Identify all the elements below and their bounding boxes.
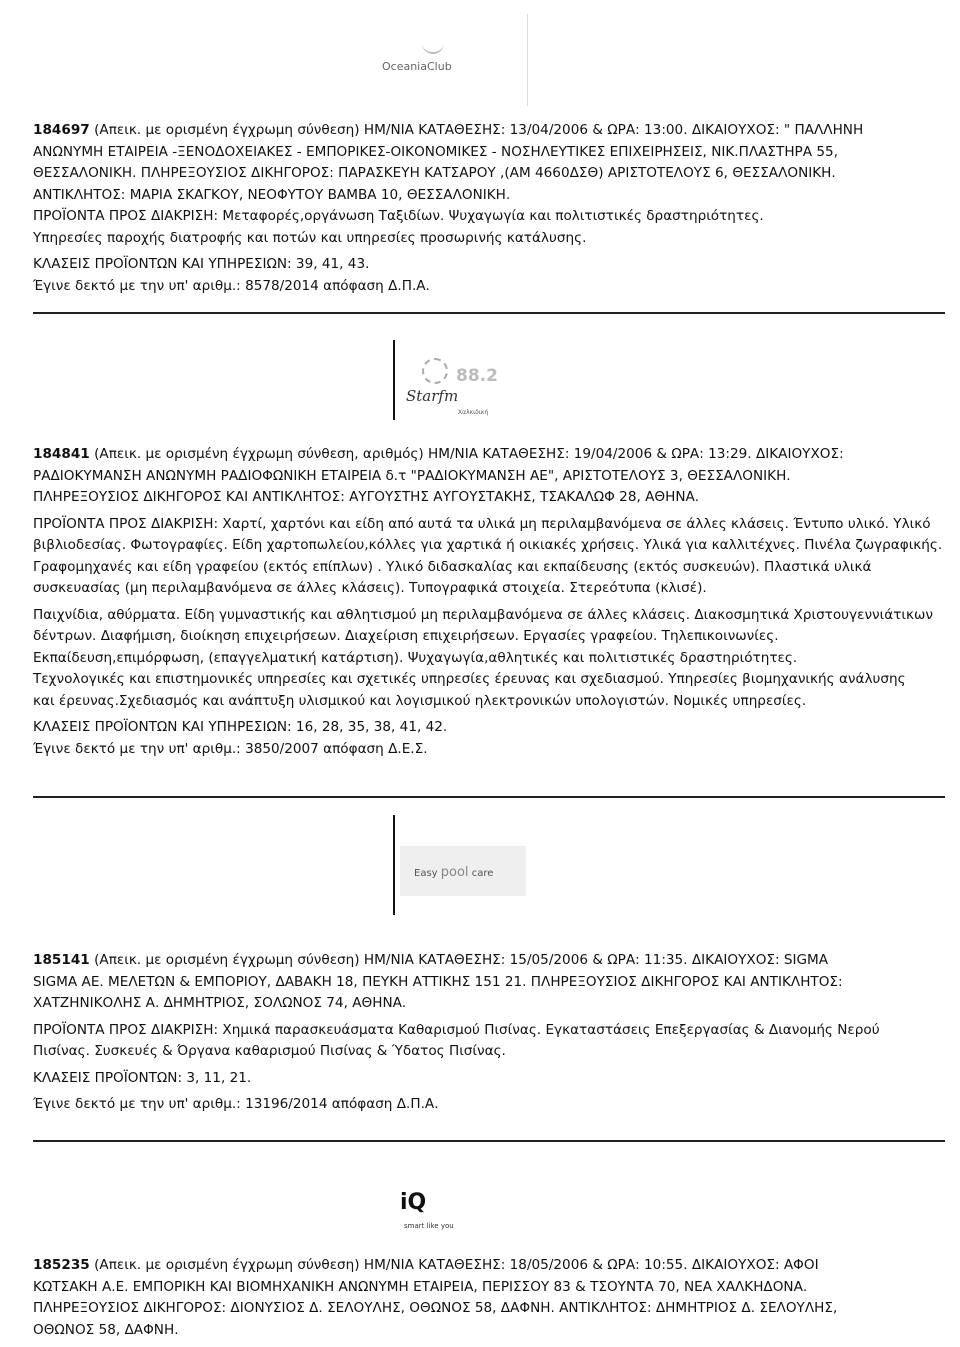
logo-text: [414, 862, 493, 885]
entry-line: Εκπαίδευση,επιμόρφωση, (επαγγελματική κατάρτιση). Ψυχαγωγία,αθλητικές και πολιτιστικές δραστηριότητες.: [33, 649, 798, 666]
entry-line: βιβλιοδεσίας. Φωτογραφίες. Είδη χαρτοπωλείου,κόλλες για χαρτικά ή οικιακές χρήσεις. Υλικά για καλλιτέχνες. Πινέλα ζωγραφικής.: [33, 537, 943, 553]
entry-line: ΘΕΣΣΑΛΟΝΙΚΗ. ΠΛΗΡΕΞΟΥΣΙΟΣ ΔΙΚΗΓΟΡΟΣ: ΠΑΡΑΣΚΕΥΗ ΚΑΤΣΑΡΟΥ ,(ΑΜ 4660ΔΣΘ) ΑΡΙΣΤΟΤΕΛΟΥΣ 6, ΘΕΣΣΑΛΟΝΙΚΗ.: [33, 165, 836, 181]
entry-line: Παιχνίδια, αθύρματα. Είδη γυμναστικής και αθλητισμού μη περιλαμβανόμενα σε άλλες κλάσεις. Διακοσμητικά Χριστουγεννιάτικων: [33, 606, 933, 623]
entry-line: ΠΡΟΪΟΝΤΑ ΠΡΟΣ ΔΙΑΚΡΙΣΗ: Χημικά παρασκευάσματα Καθαρισμού Πισίνας. Εγκαταστάσεις Επεξεργασίας & Διανομής Νερού: [33, 1021, 880, 1038]
entry-decision: Έγινε δεκτό με την υπ' αριθμ.: 8578/2014 απόφαση Δ.Π.Α.: [33, 277, 430, 294]
entry-line: (Απεικ. με ορισμένη έγχρωμη σύνθεση, αριθμός) ΗΜ/ΝΙΑ ΚΑΤΑΘΕΣΗΣ: 19/04/2006 & ΩΡΑ: 13:29. ΔΙΚΑΙΟΥΧΟΣ:: [89, 446, 844, 462]
iq-logo: [400, 1190, 480, 1230]
entry-line: ΠΛΗΡΕΞΟΥΣΙΟΣ ΔΙΚΗΓΟΡΟΣ: ΔΙΟΝΥΣΙΟΣ Δ. ΣΕΛΟΥΛΗΣ, ΟΘΩΝΟΣ 58, ΔΑΦΝΗ. ΑΝΤΙΚΛΗΤΟΣ: ΔΗΜΗΤΡΙΟΣ Δ. ΣΕΛΟΥΛΗΣ,: [33, 1300, 838, 1316]
entry-line: ΡΑΔΙΟΚΥΜΑΝΣΗ ΑΝΩΝΥΜΗ ΡΑΔΙΟΦΩΝΙΚΗ ΕΤΑΙΡΕΙΑ δ.τ "ΡΑΔΙΟΚΥΜΑΝΣΗ ΑΕ", ΑΡΙΣΤΟΤΕΛΟΥΣ 3, ΘΕΣΣΑΛΟΝΙΚΗ.: [33, 467, 791, 484]
entry-line: Υπηρεσίες παροχής διατροφής και ποτών και υπηρεσίες προσωρινής κατάλυσης.: [33, 229, 587, 246]
separator-line: [33, 312, 945, 314]
entry-classes: ΚΛΑΣΕΙΣ ΠΡΟΪΟΝΤΩΝ ΚΑΙ ΥΠΗΡΕΣΙΩΝ: 16, 28, 35, 38, 41, 42.: [33, 719, 448, 735]
easy-pool-care-logo: [400, 846, 526, 896]
logo-border-line: [393, 815, 395, 915]
logo-swoosh-icon: [422, 42, 444, 54]
separator-line: [33, 1140, 945, 1142]
logo-word-easy: Easy: [414, 868, 438, 879]
entry-line: ΑΝΩΝΥΜΗ ΕΤΑΙΡΕΙΑ -ΞΕΝΟΔΟΧΕΙΑΚΕΣ - ΕΜΠΟΡΙΚΕΣ-ΟΙΚΟΝΟΜΙΚΕΣ - ΝΟΣΗΛΕΥΤΙΚΕΣ ΕΠΙΧΕΙΡΗΣΕΙΣ, ΝΙΚ.ΠΛΑΣΤΗΡΑ 55,: [33, 143, 838, 160]
logo-mark: iQ: [400, 1190, 427, 1215]
logo-text: OceaniaClub: [382, 60, 452, 73]
entry-line: ΟΘΩΝΟΣ 58, ΔΑΦΝΗ.: [33, 1321, 179, 1338]
entry-number: 185141: [33, 952, 90, 968]
entry-line: ΑΝΤΙΚΛΗΤΟΣ: ΜΑΡΙΑ ΣΚΑΓΚΟΥ, ΝΕΟΦΥΤΟΥ ΒΑΜΒΑ 10, ΘΕΣΣΑΛΟΝΙΚΗ.: [33, 186, 511, 203]
trademark-entry-184697: [33, 120, 953, 297]
entry-line: δέντρων. Διαφήμιση, διοίκηση επιχειρήσεων. Διαχείριση επιχειρήσεων. Εργασίες γραφείου. Τηλεπικοινωνίες.: [33, 628, 779, 644]
entry-line: (Απεικ. με ορισμένη έγχρωμη σύνθεση) ΗΜ/ΝΙΑ ΚΑΤΑΘΕΣΗΣ: 18/05/2006 & ΩΡΑ: 10:55. ΔΙΚΑΙΟΥΧΟΣ: ΑΦΟΙ: [89, 1257, 819, 1273]
logo-subtitle: Χαλκιδική: [458, 409, 489, 416]
logo-frequency: 88.2: [456, 366, 498, 386]
entry-line: (Απεικ. με ορισμένη έγχρωμη σύνθεση) ΗΜ/ΝΙΑ ΚΑΤΑΘΕΣΗΣ: 15/05/2006 & ΩΡΑ: 11:35. ΔΙΚΑΙΟΥΧΟΣ: SIGMA: [89, 952, 829, 968]
oceaniaclub-logo: [362, 14, 528, 106]
starfm-logo: [400, 350, 500, 420]
sun-icon: [422, 358, 448, 384]
entry-number: 184697: [33, 122, 90, 138]
entry-line: Πισίνας. Συσκευές & Όργανα καθαρισμού Πισίνας & Ύδατος Πισίνας.: [33, 1043, 506, 1059]
entry-line: Γραφομηχανές και είδη γραφείου (εκτός επίπλων) . Υλικό διδασκαλίας και εκπαίδευσης (εκτός συσκευών). Πλαστικά υλικά: [33, 558, 872, 575]
entry-line: Τεχνολογικές και επιστημονικές υπηρεσίες και σχετικές υπηρεσίες έρευνας και σχεδιασμού. Υπηρεσίες βιομηχανικής ανάλυσης: [33, 671, 906, 687]
entry-decision: Έγινε δεκτό με την υπ' αριθμ.: 13196/2014 απόφαση Δ.Π.Α.: [33, 1096, 439, 1112]
entry-classes: ΚΛΑΣΕΙΣ ΠΡΟΪΟΝΤΩΝ: 3, 11, 21.: [33, 1069, 252, 1086]
entry-line: ΚΩΤΣΑΚΗ Α.Ε. ΕΜΠΟΡΙΚΗ ΚΑΙ ΒΙΟΜΗΧΑΝΙΚΗ ΑΝΩΝΥΜΗ ΕΤΑΙΡΕΙΑ, ΠΕΡΙΣΣΟΥ 83 & ΤΣΟΥΝΤΑ 70, ΝΕΑ ΧΑΛΚΗΔΟΝΑ.: [33, 1278, 808, 1295]
logo-word-pool: pool: [440, 865, 469, 880]
logo-border-line: [393, 340, 395, 420]
entry-classes: ΚΛΑΣΕΙΣ ΠΡΟΪΟΝΤΩΝ ΚΑΙ ΥΠΗΡΕΣΙΩΝ: 39, 41, 43.: [33, 256, 370, 272]
entry-number: 185235: [33, 1257, 90, 1273]
entry-line: και έρευνας.Σχεδιασμός και ανάπτυξη υλισμικού και λογισμικού ηλεκτρονικών υπολογιστών. Νομικές υπηρεσίες.: [33, 692, 807, 709]
entry-line: ΧΑΤΖΗΝΙΚΟΛΗΣ Α. ΔΗΜΗΤΡΙΟΣ, ΣΟΛΩΝΟΣ 74, ΑΘΗΝΑ.: [33, 995, 407, 1011]
entry-line: SIGMA ΑΕ. ΜΕΛΕΤΩΝ & ΕΜΠΟΡΙΟΥ, ΔΑΒΑΚΗ 18, ΠΕΥΚΗ ΑΤΤΙΚΗΣ 151 21. ΠΛΗΡΕΞΟΥΣΙΟΣ ΔΙΚΗΓΟΡΟΣ ΚΑΙ ΑΝΤΙΚΛΗΤΟΣ:: [33, 973, 843, 990]
trademark-entry-184841: [33, 444, 953, 760]
entry-line: ΠΡΟΪΟΝΤΑ ΠΡΟΣ ΔΙΑΚΡΙΣΗ: Μεταφορές,οργάνωση Ταξιδίων. Ψυχαγωγία και πολιτιστικές δραστηριότητες.: [33, 208, 764, 224]
logo-word-care: care: [471, 868, 494, 879]
entry-line: (Απεικ. με ορισμένη έγχρωμη σύνθεση) ΗΜ/ΝΙΑ ΚΑΤΑΘΕΣΗΣ: 13/04/2006 & ΩΡΑ: 13:00. ΔΙΚΑΙΟΥΧΟΣ: " ΠΑΛΛΗΝΗ: [89, 122, 864, 138]
entry-line: συσκευασίας (μη περιλαμβανόμενα σε άλλες κλάσεις). Τυπογραφικά στοιχεία. Στερεότυπα (κλισέ).: [33, 580, 707, 596]
separator-line: [33, 796, 945, 798]
entry-line: ΠΛΗΡΕΞΟΥΣΙΟΣ ΔΙΚΗΓΟΡΟΣ ΚΑΙ ΑΝΤΙΚΛΗΤΟΣ: ΑΥΓΟΥΣΤΗΣ ΑΥΓΟΥΣΤΑΚΗΣ, ΤΣΑΚΑΛΩΦ 28, ΑΘΗΝΑ.: [33, 489, 700, 505]
logo-tagline: smart like you: [404, 1222, 454, 1230]
trademark-entry-185235: [33, 1255, 953, 1341]
logo-text: Starfm: [406, 387, 459, 405]
entry-number: 184841: [33, 446, 90, 462]
trademark-entry-185141: [33, 950, 953, 1116]
entry-decision: Έγινε δεκτό με την υπ' αριθμ.: 3850/2007 απόφαση Δ.Ε.Σ.: [33, 740, 428, 757]
entry-line: ΠΡΟΪΟΝΤΑ ΠΡΟΣ ΔΙΑΚΡΙΣΗ: Χαρτί, χαρτόνι και είδη από αυτά τα υλικά μη περιλαμβανόμενα σε άλλες κλάσεις. Έντυπο υλικό. Υλικό: [33, 515, 931, 532]
